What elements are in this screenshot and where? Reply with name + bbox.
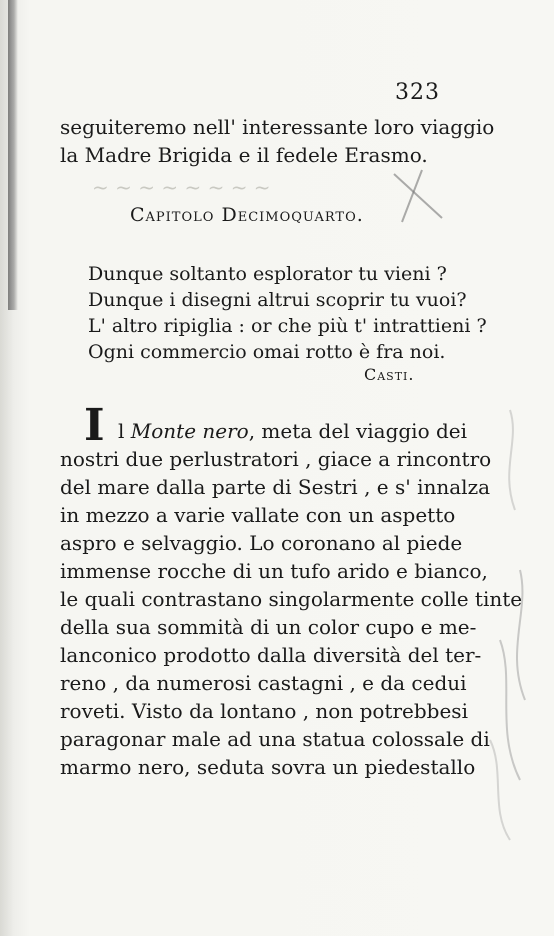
verse-line: Ogni commercio omai rotto è fra noi. xyxy=(88,341,446,363)
pencil-cross-mark xyxy=(382,168,462,228)
body-line: del mare dalla parte di Sestri , e s' innalza xyxy=(60,475,491,499)
body-line: in mezzo a varie vallate con un aspetto xyxy=(60,503,456,527)
body-line: lanconico prodotto dalla diversità del ter- xyxy=(60,643,482,667)
body-first-line xyxy=(118,418,467,444)
body-line: immense rocche di un tufo arido e bianco, xyxy=(60,559,488,583)
body-line: roveti. Visto da lontano , non potrebbesi xyxy=(60,699,468,723)
first-line-rest: , meta del viaggio dei xyxy=(248,419,467,443)
body-line: della sua sommità di un color cupo e me- xyxy=(60,615,477,639)
first-line-lead: l xyxy=(118,419,125,443)
intro-line: la Madre Brigida e il fedele Erasmo. xyxy=(60,143,428,167)
page-number: 323 xyxy=(395,80,440,105)
chapter-heading: Capitolo Decimoquarto. xyxy=(130,204,364,226)
pencil-marginalia xyxy=(470,400,550,860)
place-name: Monte nero xyxy=(130,419,249,443)
body-line: aspro e selvaggio. Lo coronano al piede xyxy=(60,531,463,555)
bleed-through-text: ~ ~ ~ ~ ~ ~ ~ ~ xyxy=(92,175,271,199)
verse-attribution: Casti. xyxy=(364,365,415,384)
body-line: marmo nero, seduta sovra un piedestallo xyxy=(60,755,476,779)
drop-cap: I xyxy=(84,400,105,451)
verse-line: Dunque i disegni altrui scoprir tu vuoi? xyxy=(88,289,467,311)
page-binding-shadow xyxy=(8,0,18,310)
intro-line: seguiteremo nell' interessante loro viaggio xyxy=(60,115,495,139)
body-line: nostri due perlustratori , giace a rincontro xyxy=(60,447,492,471)
verse-line: Dunque soltanto esplorator tu vieni ? xyxy=(88,263,447,285)
body-line: le quali contrastano singolarmente colle tinte xyxy=(60,587,523,611)
body-line: paragonar male ad una statua colossale di xyxy=(60,727,490,751)
verse-line: L' altro ripiglia : or che più t' intrattieni ? xyxy=(88,315,487,337)
body-line: reno , da numerosi castagni , e da cedui xyxy=(60,671,467,695)
